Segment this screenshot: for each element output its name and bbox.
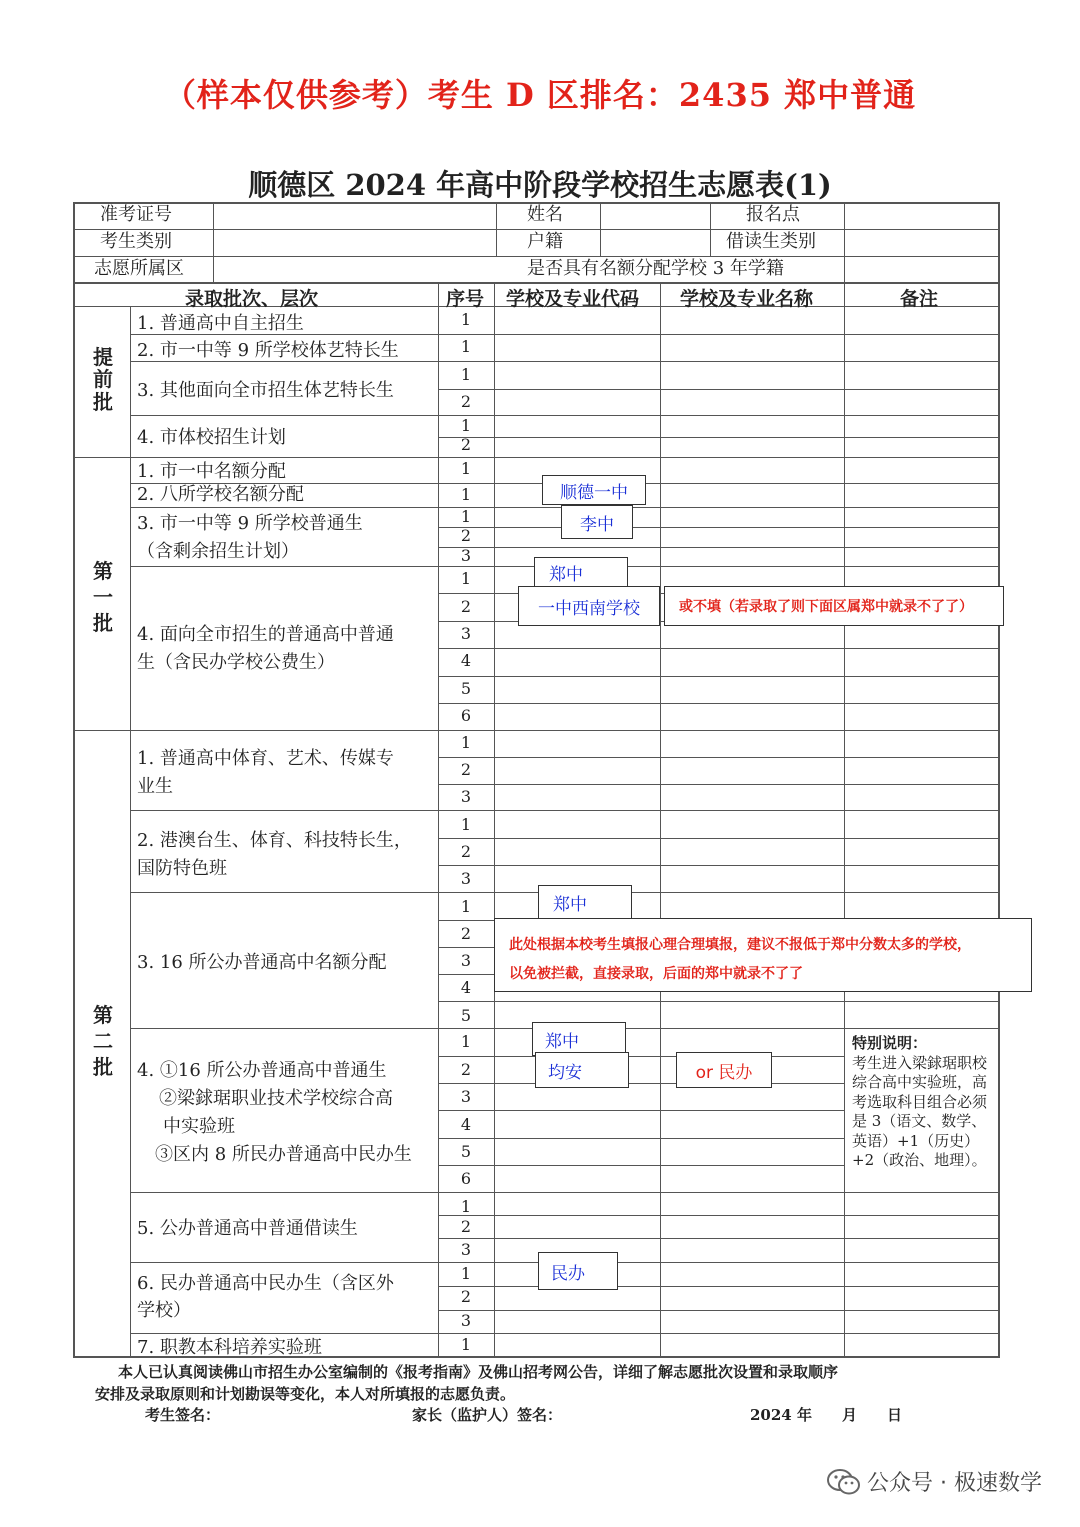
header-remark: 备注	[900, 288, 939, 310]
borrow-type-label: 借读生类别	[726, 231, 816, 252]
section-f2: 2. 八所学校名额分配	[137, 484, 304, 505]
parent-signature-label: 家长（监护人）签名：	[412, 1406, 563, 1424]
section-s2a: 2. 港澳台生、体育、科技特长生，	[137, 830, 412, 851]
entry-yizhong-xinan: 一中西南学校	[518, 586, 660, 626]
section-s4b: ②梁銶琚职业技术学校综合高	[159, 1088, 393, 1109]
seq-number: 1	[460, 1197, 472, 1216]
seq-number: 4	[460, 1115, 472, 1134]
section-s1a: 1. 普通高中体育、艺术、传媒专	[137, 748, 394, 769]
section-s4a: 4. ①16 所公办普通高中普通生	[137, 1060, 387, 1081]
section-f3a: 3. 市一中等 9 所学校普通生	[137, 513, 363, 534]
seq-number: 1	[460, 365, 472, 384]
seq-number: 5	[460, 679, 472, 698]
date-label: 2024 年 月 日	[750, 1406, 902, 1424]
seq-number: 1	[460, 459, 472, 478]
section-s1b: 业生	[137, 776, 173, 797]
section-f3b: （含剩余招生计划）	[137, 541, 299, 562]
section-f4b: 生（含民办学校公费生）	[137, 652, 335, 673]
name-label: 姓名	[527, 204, 563, 225]
note-quota-line1: 此处根据本校考生填报心理合理填报，建议不报低于郑中分数太多的学校，	[509, 937, 971, 953]
wechat-watermark	[827, 1466, 1042, 1497]
entry-zhengzhong-3: 郑中	[532, 1022, 626, 1056]
entry-lizhong: 李中	[561, 505, 633, 539]
section-s7: 7. 职教本科培养实验班	[137, 1337, 322, 1358]
seq-number: 2	[460, 1287, 472, 1306]
seq-number: 3	[460, 624, 472, 643]
entry-junan: 均安	[535, 1052, 629, 1088]
section-s4c: 中实验班	[163, 1116, 235, 1137]
seq-number: 2	[460, 924, 472, 943]
special-note	[852, 1034, 992, 1171]
section-p3: 3. 其他面向全市招生体艺特长生	[137, 380, 394, 401]
seq-number: 2	[460, 392, 472, 411]
seq-number: 5	[460, 1142, 472, 1161]
section-f4a: 4. 面向全市招生的普通高中普通	[137, 624, 394, 645]
section-s6b: 学校）	[137, 1300, 191, 1321]
section-p4: 4. 市体校招生计划	[137, 427, 286, 448]
header-school: 学校及专业名称	[680, 288, 814, 310]
entry-zhengzhong-1: 郑中	[534, 557, 628, 587]
note-or-not-fill: 或不填（若录取了则下面区属郑中就录不了了）	[664, 586, 1004, 626]
special-note-body: 考生进入梁銶琚职校综合高中实验班，高考选取科目组合必须是 3（语文、数学、英语）+1（历史）+2（政治、地理）。	[852, 1053, 988, 1169]
section-p2: 2. 市一中等 9 所学校体艺特长生	[137, 340, 399, 361]
category-second-batch	[88, 1002, 118, 1080]
seq-number: 3	[460, 787, 472, 806]
seq-number: 2	[460, 526, 472, 545]
quota-question-label: 是否具有名额分配学校 3 年学籍	[527, 258, 784, 279]
section-s3: 3. 16 所公办普通高中名额分配	[137, 952, 387, 973]
header-code: 学校及专业代码	[506, 288, 640, 310]
student-type-label: 考生类别	[100, 231, 172, 252]
district-label: 志愿所属区	[94, 258, 184, 279]
entry-shunde-yizhong: 顺德一中	[542, 475, 646, 505]
student-signature-label: 考生签名：	[145, 1406, 221, 1424]
category-pre-batch	[88, 346, 118, 413]
wechat-icon	[827, 1468, 861, 1496]
watermark-text: 公众号 · 极速数学	[867, 1471, 1042, 1496]
note-quota-advice	[494, 918, 1032, 992]
footer-declaration-line1: 本人已认真阅读佛山市招生办公室编制的《报考指南》及佛山招考网公告，详细了解志愿批次设置和录取顺序	[118, 1363, 839, 1381]
reg-point-label: 报名点	[746, 204, 800, 225]
seq-number: 1	[460, 507, 472, 526]
sample-banner: （样本仅供参考）考生 D 区排名：2435 郑中普通	[163, 76, 917, 114]
seq-number: 5	[460, 1006, 472, 1025]
seq-number: 1	[460, 733, 472, 752]
seq-number: 2	[460, 1060, 472, 1079]
seq-number: 1	[460, 1335, 472, 1354]
seq-number: 3	[460, 951, 472, 970]
section-f1: 1. 市一中名额分配	[137, 461, 286, 482]
category-pre-text: 提前批	[93, 345, 113, 414]
exam-no-label: 准考证号	[100, 204, 172, 225]
special-note-title: 特别说明：	[852, 1034, 928, 1052]
section-s6a: 6. 民办普通高中民办生（含区外	[137, 1273, 394, 1294]
entry-or-minban-text: or 民办	[695, 1062, 753, 1083]
footer-declaration-line2: 安排及录取原则和计划勘误等变化，本人对所填报的志愿负责。	[95, 1385, 516, 1403]
seq-number: 1	[460, 310, 472, 329]
seq-number: 6	[460, 1169, 472, 1188]
seq-number: 1	[460, 815, 472, 834]
seq-number: 3	[460, 1087, 472, 1106]
seq-number: 2	[460, 842, 472, 861]
section-s5: 5. 公办普通高中普通借读生	[137, 1218, 358, 1239]
seq-number: 1	[460, 416, 472, 435]
seq-number: 4	[460, 651, 472, 670]
note-quota-line2: 以免被拦截，直接录取，后面的郑中就录不了了	[509, 965, 803, 982]
seq-number: 1	[460, 337, 472, 356]
seq-number: 2	[460, 597, 472, 616]
entry-zhengzhong-2: 郑中	[538, 885, 632, 919]
form-title: 顺德区 2024 年高中阶段学校招生志愿表(1)	[248, 168, 832, 202]
section-s2b: 国防特色班	[137, 858, 227, 879]
seq-number: 3	[460, 546, 472, 565]
category-first-batch	[88, 558, 118, 636]
entry-or-minban	[676, 1052, 772, 1088]
category-second-text: 第二批	[93, 1003, 113, 1079]
header-seq: 序号	[446, 288, 485, 310]
hukou-label: 户籍	[527, 231, 563, 252]
seq-number: 2	[460, 760, 472, 779]
seq-number: 1	[460, 897, 472, 916]
section-s4d: ③区内 8 所民办普通高中民办生	[155, 1144, 412, 1165]
seq-number: 6	[460, 706, 472, 725]
entry-minban: 民办	[538, 1252, 618, 1290]
seq-number: 4	[460, 978, 472, 997]
seq-number: 3	[460, 1311, 472, 1330]
seq-number: 2	[460, 435, 472, 454]
seq-number: 3	[460, 869, 472, 888]
header-batch: 录取批次、层次	[185, 288, 319, 310]
section-p1: 1. 普通高中自主招生	[137, 313, 304, 334]
seq-number: 3	[460, 1240, 472, 1259]
seq-number: 2	[460, 1217, 472, 1236]
seq-number: 1	[460, 569, 472, 588]
seq-number: 1	[460, 1264, 472, 1283]
category-first-text: 第一批	[93, 559, 113, 635]
seq-number: 1	[460, 1032, 472, 1051]
seq-number: 1	[460, 485, 472, 504]
